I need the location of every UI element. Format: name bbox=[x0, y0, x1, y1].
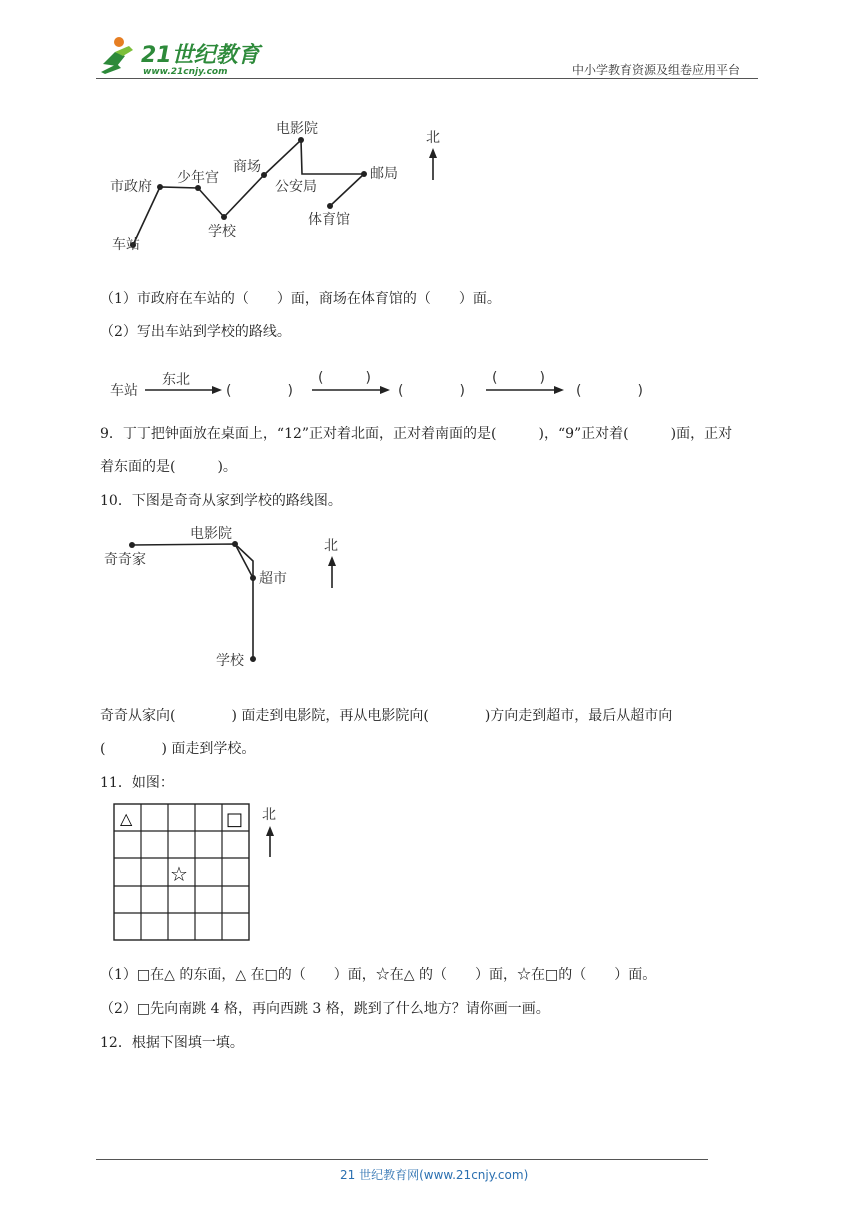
label-police: 公安局 bbox=[275, 179, 317, 195]
label-school: 学校 bbox=[208, 224, 236, 240]
route-start: 车站 bbox=[110, 383, 138, 399]
dot-govt bbox=[157, 184, 163, 190]
label-gym: 体育馆 bbox=[308, 212, 350, 228]
q8-part1: （1）市政府在车站的（ ）面，商场在体育馆的（ ）面。 bbox=[100, 291, 501, 307]
q10-line2: ( ) 面走到学校。 bbox=[100, 741, 256, 757]
arrow-right-icon bbox=[486, 386, 564, 394]
north-arrow-icon bbox=[266, 826, 274, 857]
q11-part2: （2）□先向南跳 4 格，再向西跳 3 格，跳到了什么地方？请你画一画。 bbox=[100, 1001, 550, 1017]
north-arrow-icon bbox=[429, 148, 437, 180]
dot-gym bbox=[327, 203, 333, 209]
label-north: 北 bbox=[324, 538, 338, 554]
label-cinema: 电影院 bbox=[276, 121, 318, 137]
dot-cinema bbox=[298, 137, 304, 143]
q10-line1: 奇奇从家向( ) 面走到电影院，再从电影院向( )方向走到超市，最后从超市向 bbox=[100, 708, 673, 724]
logo-url: www.21cnjy.com bbox=[143, 67, 228, 77]
q9-line2: 着东面的是( )。 bbox=[100, 459, 237, 475]
dot-school bbox=[250, 656, 256, 662]
dot-school bbox=[221, 214, 227, 220]
route-arrow3-label: ( ) bbox=[492, 370, 545, 386]
q11-part1: （1）□在△ 的东面，△ 在□的（ ）面，☆在△ 的（ ）面，☆在□的（ ）面。 bbox=[100, 967, 657, 983]
route-blank2: ( ) bbox=[398, 383, 465, 399]
star-icon: ☆ bbox=[170, 862, 188, 886]
route-answer-line bbox=[100, 364, 680, 404]
route-arrow1-label: 东北 bbox=[162, 372, 190, 388]
label-north: 北 bbox=[262, 807, 276, 823]
label-cinema: 电影院 bbox=[190, 526, 232, 542]
dot-mall bbox=[261, 172, 267, 178]
square-icon: □ bbox=[226, 809, 244, 830]
arrow-right-icon bbox=[312, 386, 390, 394]
logo-runner-icon bbox=[95, 34, 265, 78]
footer-rule bbox=[96, 1159, 708, 1160]
q10-title: 10．下图是奇奇从家到学校的路线图。 bbox=[100, 493, 342, 509]
label-youth: 少年宫 bbox=[177, 170, 219, 186]
dot-post bbox=[361, 171, 367, 177]
label-north: 北 bbox=[426, 130, 440, 146]
header-rule bbox=[96, 78, 758, 79]
label-govt: 市政府 bbox=[110, 179, 152, 195]
footer-link[interactable]: 21 世纪教育网(www.21cnjy.com) bbox=[340, 1168, 529, 1182]
triangle-icon: △ bbox=[120, 809, 133, 828]
q11-grid bbox=[112, 802, 292, 944]
route-map-1 bbox=[100, 112, 460, 262]
route-blank3: ( ) bbox=[576, 383, 643, 399]
label-post: 邮局 bbox=[370, 166, 398, 182]
north-arrow-icon bbox=[328, 556, 336, 588]
label-school: 学校 bbox=[216, 653, 244, 669]
route-blank1: ( ) bbox=[226, 383, 293, 399]
header-logo bbox=[95, 34, 265, 78]
label-station: 车站 bbox=[112, 237, 140, 253]
route-map-2 bbox=[100, 520, 360, 675]
label-mall: 商场 bbox=[233, 159, 261, 175]
q8-part2: （2）写出车站到学校的路线。 bbox=[100, 324, 291, 340]
q11-title: 11．如图： bbox=[100, 775, 174, 791]
label-home: 奇奇家 bbox=[104, 552, 146, 568]
q9-line1: 9．丁丁把钟面放在桌面上，“12”正对着北面，正对着南面的是( )，“9”正对着( )面，正对 bbox=[100, 426, 733, 442]
label-market: 超市 bbox=[259, 571, 287, 587]
q12-title: 12．根据下图填一填。 bbox=[100, 1035, 244, 1051]
logo-text: 21世纪教育 bbox=[141, 43, 260, 68]
header-platform-text: 中小学教育资源及组卷应用平台 bbox=[572, 63, 741, 77]
dot-home bbox=[129, 542, 135, 548]
route-arrow2-label: ( ) bbox=[318, 370, 371, 386]
